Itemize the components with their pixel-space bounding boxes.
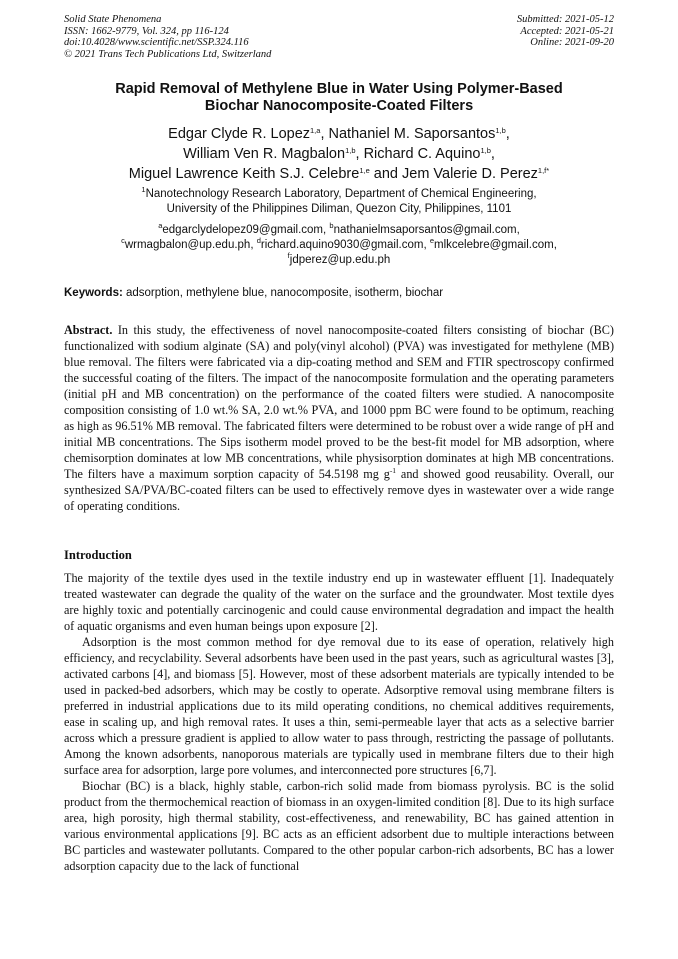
author-affiliation-mark: 1,b xyxy=(480,146,491,155)
email-list xyxy=(54,223,624,268)
author-name: Edgar Clyde R. Lopez xyxy=(168,126,311,142)
author-affiliation-mark: 1,b xyxy=(345,146,356,155)
publication-info xyxy=(64,14,271,60)
introduction-heading: Introduction xyxy=(64,548,132,562)
author-affiliation-mark: 1,a xyxy=(310,126,321,135)
author-line xyxy=(54,124,624,144)
publication-dates xyxy=(517,14,614,49)
affiliation-line xyxy=(54,187,624,202)
email-separator: , xyxy=(423,239,430,251)
email-separator: , xyxy=(250,239,257,251)
author-separator: , xyxy=(320,126,329,142)
email-mark: a xyxy=(158,221,163,230)
author-affiliation-mark: 1,f* xyxy=(537,166,550,175)
email-address[interactable]: edgarclydelopez09@gmail.com xyxy=(162,224,324,236)
paragraph: Adsorption is the most common method for dye removal due to its ease of operation, relatively high efficiency, and recyclability. Several adsorbents have been used in the past years, such as agricultural wastes [3], activated carbons [4], and biomass [5]. However, most of these adsorbent materials are typically intended to be used in packed-bed adsorbers, which may be costly to operate. Adsorptive removal using membrane filters is preferred in industrial applications due to its mild operating conditions, no chemical additives requirements, ease in scaling up, and high removal rates. It uses a thin, semi-permeable layer that acts as a selective barrier across which a pressure gradient is applied to allow water to pass through, restricting the passage of pollutants. Among the known adsorbents, nanoporous materials are typically used in membrane filters due to their high surface area for adsorption, large pore volumes, and interconnected pore structures [6,7]. xyxy=(64,635,614,777)
email-address[interactable]: jdperez@up.edu.ph xyxy=(289,254,391,266)
author-separator: , xyxy=(355,146,364,162)
title-line: Biochar Nanocomposite-Coated Filters xyxy=(204,98,474,114)
issn-volume: ISSN: 1662-9779, Vol. 324, pp 116-124 xyxy=(64,25,229,37)
author-separator: , xyxy=(490,146,495,162)
doi: doi:10.4028/www.scientific.net/SSP.324.116 xyxy=(64,37,249,48)
author-name: Jem Valerie D. Perez xyxy=(402,166,538,182)
email-mark: c xyxy=(121,236,125,245)
author-separator: , xyxy=(505,126,510,142)
paper-title xyxy=(64,81,614,115)
author-separator: and xyxy=(369,166,402,182)
paragraph: The majority of the textile dyes used in the textile industry end up in wastewater effluent [1]. Inadequately treated wastewater can degrade the quality of the water on the surface and the groundwater. Most textile dyes are highly toxic and potentially carcinogenic and could cause environmental degradation and impact the health of aquatic organisms and even human beings upon exposure [2]. xyxy=(64,571,614,633)
author-line xyxy=(54,164,624,184)
email-separator: , xyxy=(323,224,330,236)
abstract xyxy=(64,322,614,514)
author-line xyxy=(54,144,624,164)
email-line xyxy=(54,223,624,238)
accepted-date: Accepted: 2021-05-21 xyxy=(520,25,614,37)
author-affiliation-mark: 1,e xyxy=(359,166,370,175)
email-mark: e xyxy=(429,236,434,245)
affiliation-text: Nanotechnology Research Laboratory, Department of Chemical Engineering, xyxy=(145,188,537,200)
keywords xyxy=(64,286,614,300)
author-name: Miguel Lawrence Keith S.J. Celebre xyxy=(128,166,360,182)
email-separator: , xyxy=(516,224,520,236)
paragraph: Biochar (BC) is a black, highly stable, carbon-rich solid made from biomass pyrolysis. BC is the solid product from the thermochemical reaction of biomass in an oxygen-limited condition [8]. Due to its high surface area, high porosity, high thermal stability, cost-effectiveness, and renewability, BC has gained attention in various environmental applications [9]. BC acts as an efficient adsorbent due to multiple interactions between BC particles and wastewater pollutants. Compared to the other popular carbon-rich adsorbents, BC has a lower adsorption capacity due to the lack of functional xyxy=(64,779,614,873)
email-address[interactable]: wrmagbalon@up.edu.ph xyxy=(124,239,251,251)
introduction-body xyxy=(64,570,614,874)
email-line xyxy=(54,238,624,253)
author-list xyxy=(54,124,624,184)
author-name: Nathaniel M. Saporsantos xyxy=(328,126,496,142)
journal-name: Solid State Phenomena xyxy=(64,14,162,25)
title-line: Rapid Removal of Methylene Blue in Water Using Polymer-Based xyxy=(115,81,563,97)
email-line xyxy=(54,253,624,268)
unit-exponent: -1 xyxy=(389,466,397,475)
email-mark: d xyxy=(256,236,261,245)
abstract-label: Abstract. xyxy=(64,323,113,337)
affiliation-line: University of the Philippines Diliman, Quezon City, Philippines, 1101 xyxy=(166,203,512,215)
submitted-date: Submitted: 2021-05-12 xyxy=(516,14,614,25)
email-address[interactable]: richard.aquino9030@gmail.com xyxy=(260,239,424,251)
abstract-text: In this study, the effectiveness of novel nanocomposite-coated filters consisting of biochar (BC) functionalized with sodium alginate (SA) and poly(vinyl alcohol) (PVA) was investigated for methylene (MB) blue removal. The filters were fabricated via a dip-coating method and SEM and FTIR spectroscopy confirmed the successful coating of the filters. The impact of the nanocomposite formulation and the operating parameters (initial pH and MB concentration) on the performance of the coated filters were studied. A nanocomposite composition consisting of 1.0 wt.% SA, 2.0 wt.% PVA, and 1000 ppm BC were found to be optimum, reaching as high as 96.51% MB removal. The fabricated filters were determined to be robust over a wide range of pH and initial MB concentrations. The Sips isotherm model proved to be the best-fit model for MB adsorption, where chemisorption dominates at low MB concentrations, while physisorption dominates at high MB concentrations. The filters have a maximum sorption capacity of 54.5198 mg g xyxy=(64,323,614,481)
email-mark: f xyxy=(287,251,290,260)
email-mark: b xyxy=(329,221,334,230)
author-affiliation-mark: 1,b xyxy=(495,126,506,135)
online-date: Online: 2021-09-20 xyxy=(530,37,614,48)
email-address[interactable]: nathanielmsaporsantos@gmail.com xyxy=(333,224,517,236)
author-name: Richard C. Aquino xyxy=(363,146,481,162)
abstract-text: and showed good reusability. Overall, our synthesized SA/PVA/BC-coated filters can be used to effectively remove dyes in wastewater over a wide range of operating conditions. xyxy=(64,467,614,513)
email-address[interactable]: mlkcelebre@gmail.com xyxy=(434,239,554,251)
affiliation xyxy=(54,187,624,217)
email-separator: , xyxy=(553,239,557,251)
author-name: William Ven R. Magbalon xyxy=(183,146,346,162)
affiliation-mark: 1 xyxy=(141,185,146,194)
keywords-text: adsorption, methylene blue, nanocomposite, isotherm, biochar xyxy=(126,287,444,299)
keywords-label: Keywords: xyxy=(64,287,123,299)
copyright: © 2021 Trans Tech Publications Ltd, Switzerland xyxy=(64,48,272,60)
